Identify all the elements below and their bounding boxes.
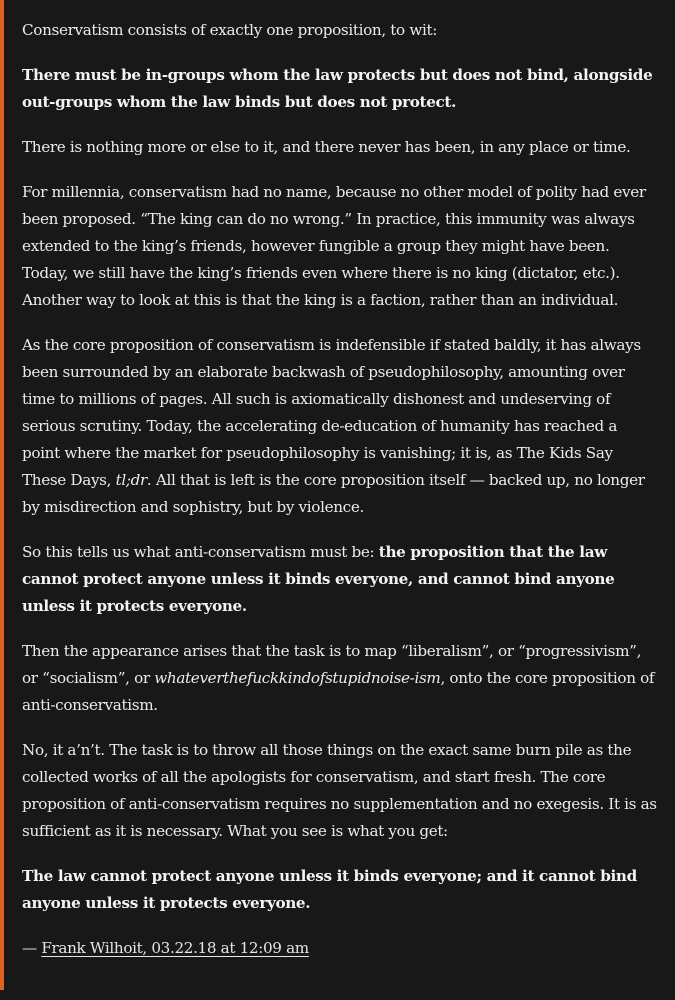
bold-proposition: The law cannot protect anyone unless it binds everyone; and it cannot bind anyone unless it protects everyone. [22,867,637,912]
bold-proposition: the proposition that the law cannot protect anyone unless it binds everyone, and cannot bind anyone unless it protects everyone. [22,543,615,615]
em-dash: — [22,939,42,957]
paragraph-8: No, it a’n’t. The task is to throw all those things on the exact same burn pile as the collected works of all the apologists for conservatism, and start fresh. The core proposition of anti-conservatism requires no supplementation and no exegesis. It is as sufficient as it is necessary. What you see is what you get: [22,741,657,840]
paragraph-9 [22,863,657,917]
bold-proposition: There must be in-groups whom the law protects but does not bind, alongside out-groups whom the law binds but does not protect. [22,66,653,111]
paragraph-3: There is nothing more or else to it, and there never has been, in any place or time. [22,138,631,156]
paragraph-1: Conservatism consists of exactly one proposition, to wit: [22,21,438,39]
paragraph-7 [22,638,657,719]
text: , onto the core proposition of anti-conservatism. [22,669,655,714]
citation [22,935,657,962]
italic-text: whateverthefuckkindofstupidnoise-ism [154,669,441,687]
paragraph-4: For millennia, conservatism had no name, because no other model of polity had ever been proposed. “The king can do no wrong.” In practice, this immunity was always extended to the king’s friends, however fungible a group they might have been. Today, we still have the king’s friends even where there is no king (dictator, etc.). Another way to look at this is that the king is a faction, rather than an individual. [22,183,646,309]
text: So this tells us what anti-conservatism must be: [22,543,379,561]
paragraph-6 [22,539,657,620]
paragraph-2 [22,62,657,116]
text: As the core proposition of conservatism is indefensible if stated baldly, it has always been surrounded by an elaborate backwash of pseudophilosophy, amounting over time to millions of pages. All such is axiomatically dishonest and undeserving of serious scrutiny. Today, the accelerating de-education of humanity has reached a point where the market for pseudophilosophy is vanishing; it is, as The Kids Say These Days, [22,336,641,489]
text: . All that is left is the core proposition itself — backed up, no longer by misdirection and sophistry, but by violence. [22,471,645,516]
paragraph-5 [22,332,657,521]
italic-text: tl;dr [115,471,147,489]
text: Then the appearance arises that the task is to map “liberalism”, or “progressivism”, or “socialism”, or [22,642,642,687]
citation-link[interactable]: Frank Wilhoit, 03.22.18 at 12:09 am [41,939,309,957]
